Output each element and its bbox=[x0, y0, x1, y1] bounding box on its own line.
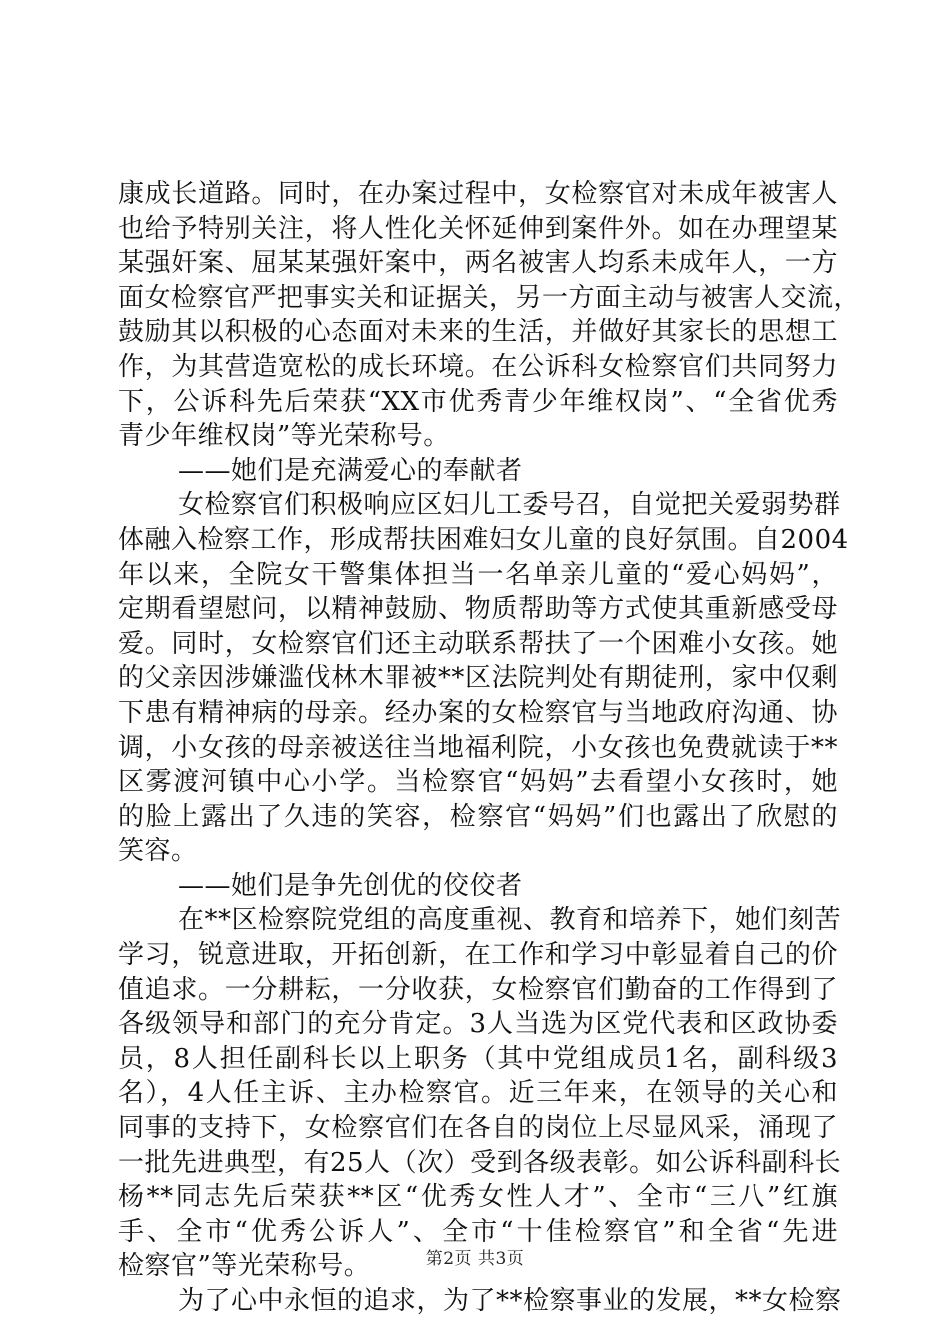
text-line: 也给予特别关注，将人性化关怀延伸到案件外。如在办理望某 bbox=[118, 213, 838, 244]
text-line: 学习，锐意进取，开拓创新，在工作和学习中彰显着自己的价 bbox=[118, 940, 838, 971]
text-line: 员，8人担任副科长以上职务（其中党组成员1名，副科级3 bbox=[118, 1043, 838, 1074]
text-line: 某强奸案、屈某某强奸案中，两名被害人均系未成年人，一方 bbox=[118, 248, 838, 279]
text-line: 的父亲因涉嫌滥伐林木罪被**区法院判处有期徒刑，家中仅剩 bbox=[118, 663, 838, 694]
text-line: 鼓励其以积极的心态面对未来的生活，并做好其家长的思想工 bbox=[118, 317, 838, 348]
paragraph bbox=[118, 903, 842, 1284]
text-line: 下患有精神病的母亲。经办案的女检察官与当地政府沟通、协 bbox=[118, 697, 838, 728]
text-line: 杨**同志先后荣获**区“优秀女性人才”、全市“三八”红旗 bbox=[118, 1182, 838, 1213]
paragraph bbox=[118, 488, 849, 869]
text-line: 定期看望慰问，以精神鼓励、物质帮助等方式使其重新感受母 bbox=[118, 594, 838, 625]
text-line: 区雾渡河镇中心小学。当检察官“妈妈”去看望小女孩时，她 bbox=[118, 767, 838, 798]
text-line: 体融入检察工作，形成帮扶困难妇女儿童的良好氛围。自2004 bbox=[118, 524, 849, 555]
text-line: 下，公诉科先后荣获“XX市优秀青少年维权岗”、“全省优秀 bbox=[118, 386, 838, 417]
text-line: 各级领导和部门的充分肯定。3人当选为区党代表和区政协委 bbox=[118, 1009, 838, 1040]
text-line: 名），4人任主诉、主办检察官。近三年来，在领导的关心和 bbox=[118, 1078, 838, 1109]
text-line: 的脸上露出了久违的笑容，检察官“妈妈”们也露出了欣慰的 bbox=[118, 801, 838, 832]
text-line: ——她们是争先创优的佼佼者 bbox=[178, 870, 523, 901]
text-line: 一批先进典型，有25人（次）受到各级表彰。如公诉科副科长 bbox=[118, 1147, 842, 1178]
text-line: 检察官”等光荣称号。 bbox=[118, 1251, 371, 1282]
text-line: 笑容。 bbox=[118, 836, 198, 867]
text-line: 调，小女孩的母亲被送往当地福利院，小女孩也免费就读于** bbox=[118, 732, 838, 763]
text-line: 面女检察官严把事实关和证据关，另一方面主动与被害人交流， bbox=[118, 282, 861, 313]
text-line: 年以来，全院女干警集体担当一名单亲儿童的“爱心妈妈”， bbox=[118, 559, 838, 590]
text-line: 同事的支持下，女检察官们在各自的岗位上尽显风采，涌现了 bbox=[118, 1113, 838, 1144]
text-line: 爱。同时，女检察官们还主动联系帮扶了一个困难小女孩。她 bbox=[118, 628, 838, 659]
text-line: 在**区检察院党组的高度重视、教育和培养下，她们刻苦 bbox=[178, 905, 842, 936]
text-line: 值追求。一分耕耘，一分收获，女检察官们勤奋的工作得到了 bbox=[118, 974, 838, 1005]
paragraph bbox=[118, 1284, 842, 1319]
page-footer: 第2页 共3页 bbox=[425, 1249, 525, 1269]
text-line: 青少年维权岗”等光荣称号。 bbox=[118, 421, 450, 452]
section-heading bbox=[118, 869, 838, 904]
text-line: 作，为其营造宽松的成长环境。在公诉科女检察官们共同努力 bbox=[118, 351, 838, 382]
text-line: 康成长道路。同时，在办案过程中，女检察官对未成年被害人 bbox=[118, 179, 838, 209]
text-line: 手、全市“优秀公诉人”、全市“十佳检察官”和全省“先进 bbox=[118, 1216, 838, 1247]
text-line: ——她们是充满爱心的奉献者 bbox=[178, 455, 523, 486]
text-line: 为了心中永恒的追求，为了**检察事业的发展，**女检察 bbox=[178, 1286, 842, 1316]
section-heading bbox=[118, 454, 838, 489]
document-body bbox=[118, 177, 861, 1319]
paragraph bbox=[118, 177, 861, 454]
text-line: 女检察官们积极响应区妇儿工委号召，自觉把关爱弱势群 bbox=[178, 490, 841, 521]
